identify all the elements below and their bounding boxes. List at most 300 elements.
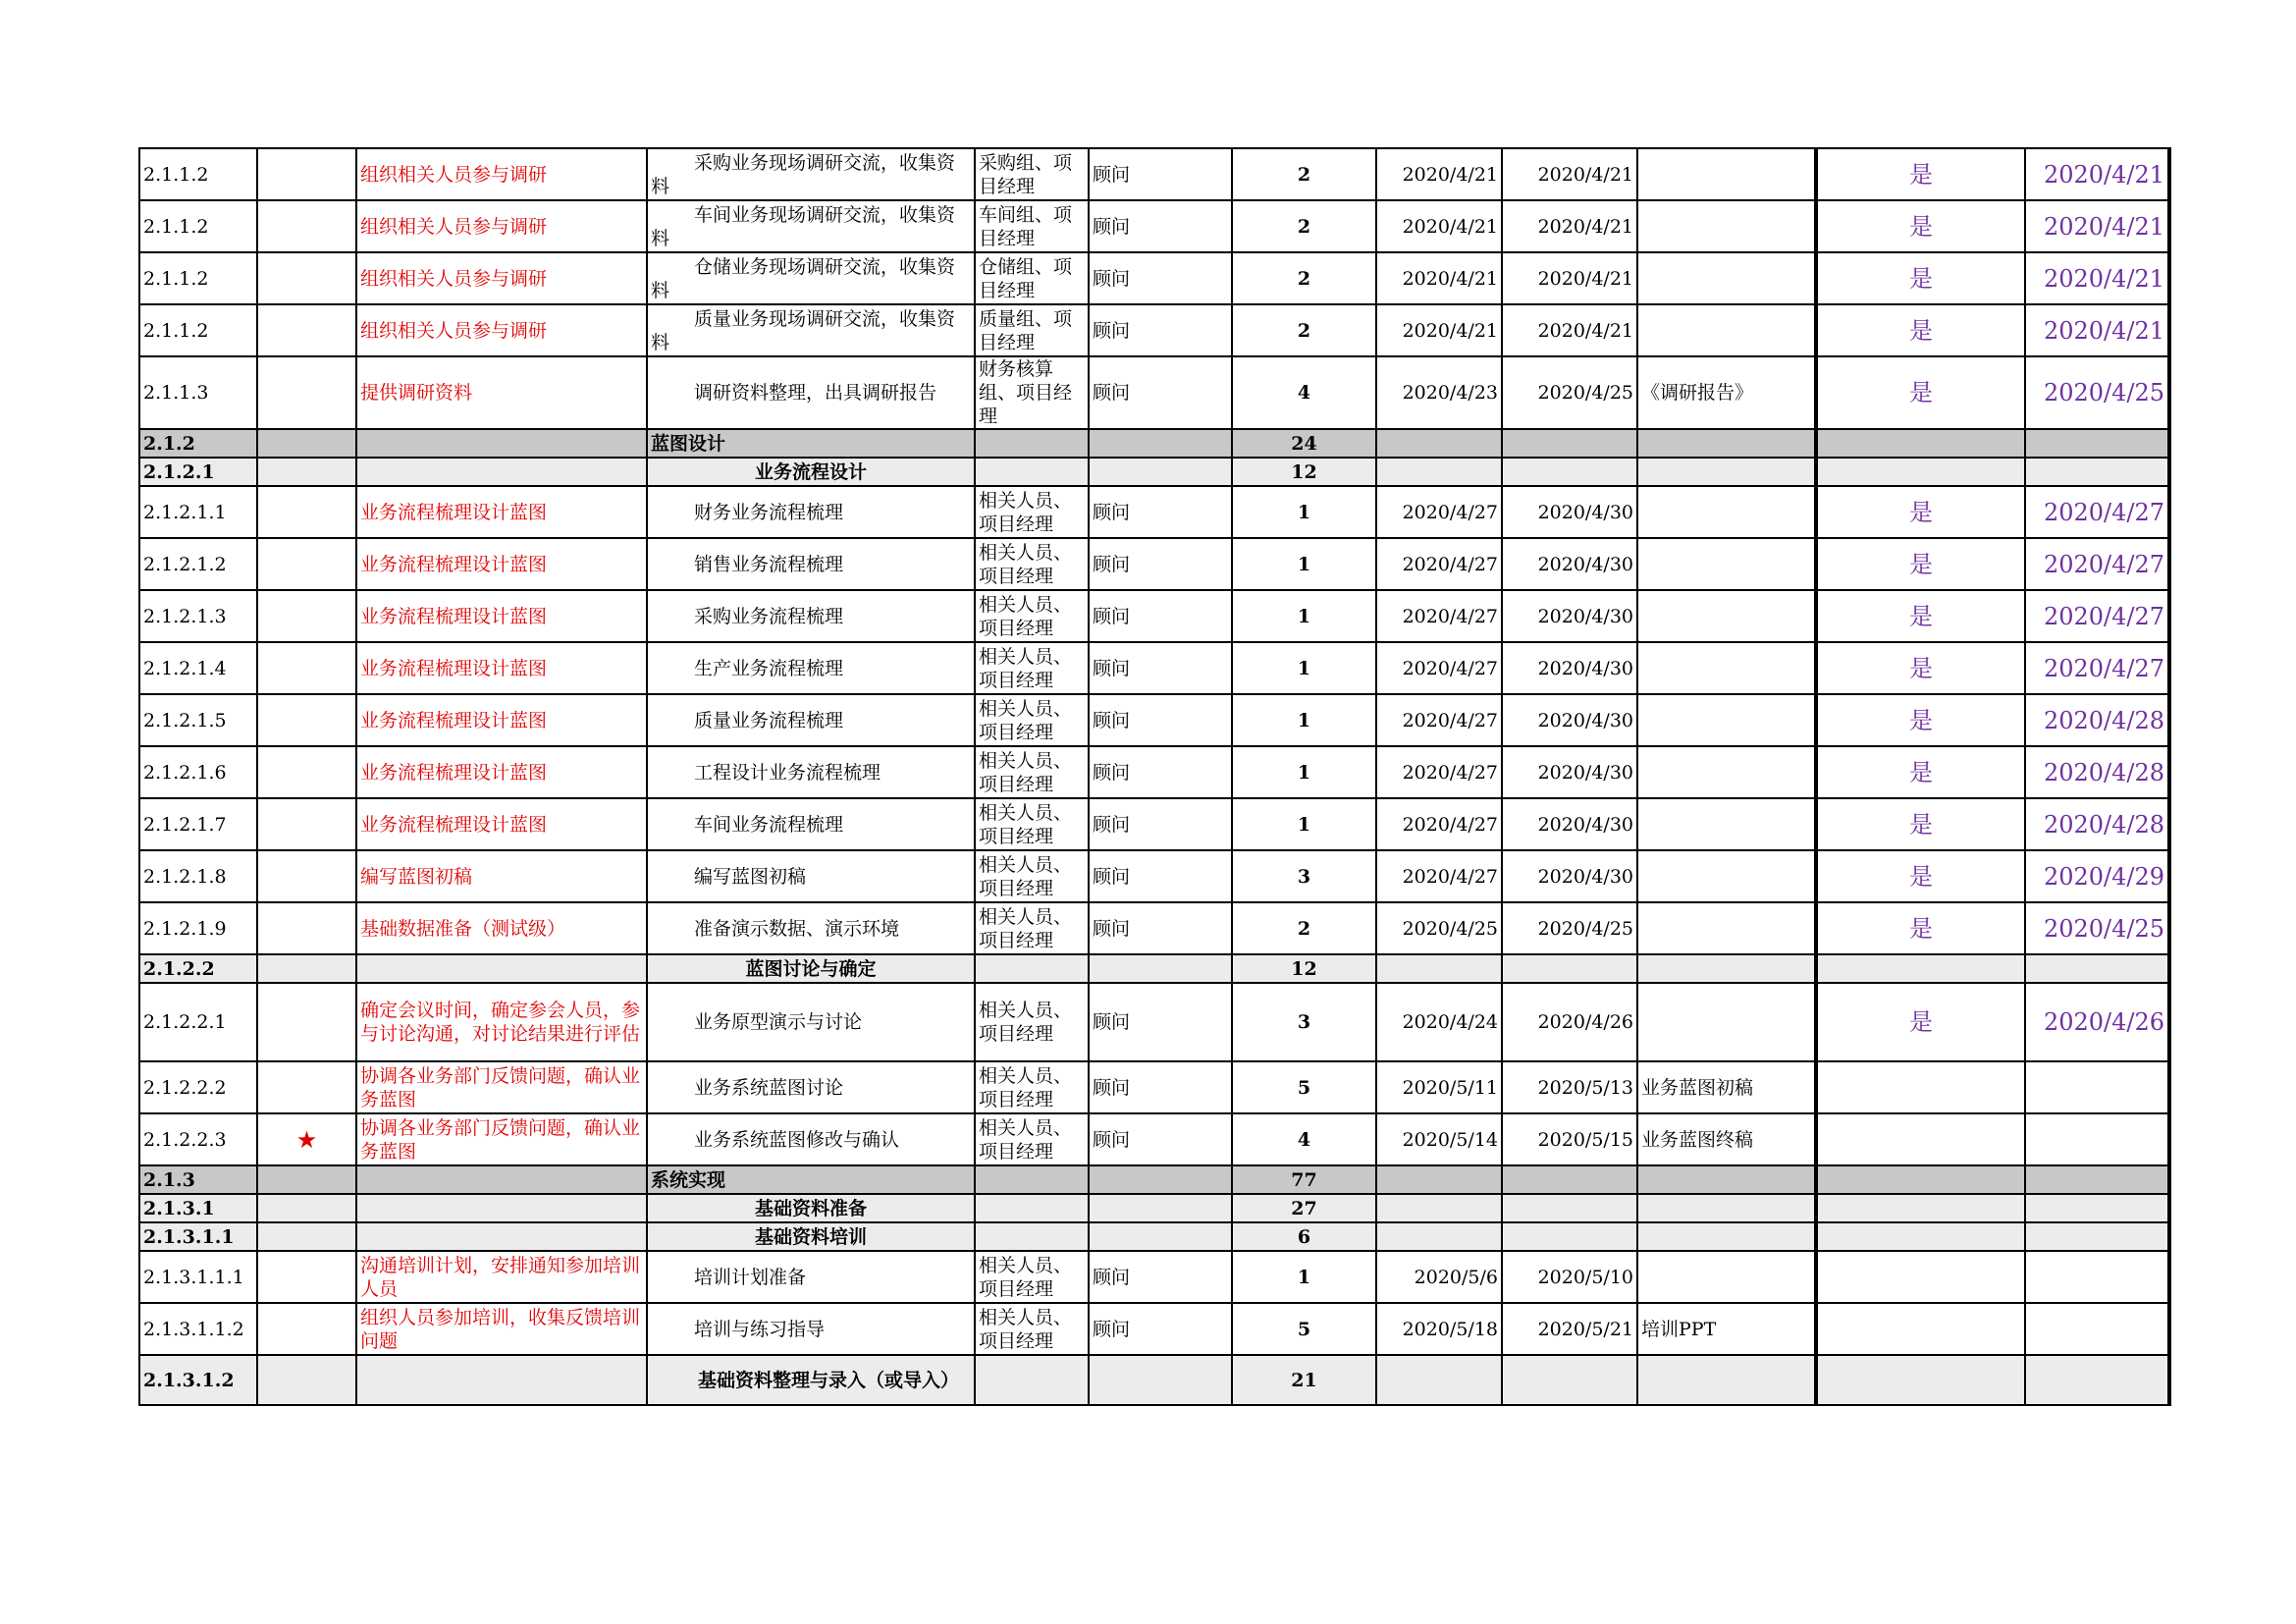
task-name-cell[interactable]: 组织人员参加培训，收集反馈培训问题 [356, 1303, 647, 1355]
status-cell[interactable] [1816, 1113, 2025, 1165]
task-description-cell[interactable]: 业务系统蓝图修改与确认 [647, 1113, 975, 1165]
completed-date-cell[interactable] [2025, 1061, 2169, 1113]
completed-date-cell[interactable] [2025, 1222, 2169, 1251]
wbs-code-cell[interactable]: 2.1.2.1.9 [139, 902, 257, 954]
start-date-cell[interactable]: 2020/4/27 [1376, 850, 1502, 902]
department-cell[interactable]: 相关人员、项目经理 [975, 1061, 1089, 1113]
star-cell[interactable] [257, 148, 356, 200]
duration-cell[interactable]: 1 [1232, 538, 1376, 590]
task-name-cell[interactable]: 确定会议时间，确定参会人员，参与讨论沟通，对讨论结果进行评估 [356, 983, 647, 1061]
role-cell[interactable] [1089, 1165, 1232, 1194]
output-cell[interactable] [1637, 429, 1816, 458]
start-date-cell[interactable]: 2020/4/25 [1376, 902, 1502, 954]
task-name-cell[interactable]: 业务流程梳理设计蓝图 [356, 486, 647, 538]
status-cell[interactable] [1816, 458, 2025, 486]
completed-date-cell[interactable]: 2020/4/25 [2025, 902, 2169, 954]
wbs-code-cell[interactable]: 2.1.2.1.3 [139, 590, 257, 642]
completed-date-cell[interactable]: 2020/4/27 [2025, 538, 2169, 590]
department-cell[interactable]: 相关人员、项目经理 [975, 850, 1089, 902]
duration-cell[interactable]: 1 [1232, 590, 1376, 642]
role-cell[interactable]: 顾问 [1089, 746, 1232, 798]
task-name-cell[interactable]: 提供调研资料 [356, 356, 647, 429]
department-cell[interactable]: 相关人员、项目经理 [975, 1251, 1089, 1303]
completed-date-cell[interactable]: 2020/4/21 [2025, 200, 2169, 252]
star-cell[interactable] [257, 252, 356, 304]
task-name-cell[interactable]: 组织相关人员参与调研 [356, 304, 647, 356]
duration-cell[interactable]: 24 [1232, 429, 1376, 458]
task-name-cell[interactable]: 业务流程梳理设计蓝图 [356, 642, 647, 694]
duration-cell[interactable]: 2 [1232, 304, 1376, 356]
star-cell[interactable] [257, 1303, 356, 1355]
output-cell[interactable] [1637, 902, 1816, 954]
task-description-cell[interactable]: 业务系统蓝图讨论 [647, 1061, 975, 1113]
section-title-cell[interactable]: 基础资料整理与录入（或导入） [647, 1355, 975, 1405]
start-date-cell[interactable]: 2020/4/21 [1376, 304, 1502, 356]
role-cell[interactable] [1089, 429, 1232, 458]
completed-date-cell[interactable]: 2020/4/28 [2025, 694, 2169, 746]
wbs-code-cell[interactable]: 2.1.1.3 [139, 356, 257, 429]
star-cell[interactable] [257, 200, 356, 252]
completed-date-cell[interactable]: 2020/4/21 [2025, 252, 2169, 304]
start-date-cell[interactable]: 2020/4/27 [1376, 642, 1502, 694]
duration-cell[interactable]: 2 [1232, 252, 1376, 304]
task-description-cell[interactable]: 采购业务现场调研交流，收集资料 [647, 148, 975, 200]
wbs-code-cell[interactable]: 2.1.2.1.5 [139, 694, 257, 746]
status-cell[interactable]: 是 [1816, 850, 2025, 902]
star-cell[interactable] [257, 954, 356, 983]
end-date-cell[interactable] [1502, 1355, 1637, 1405]
completed-date-cell[interactable] [2025, 954, 2169, 983]
department-cell[interactable]: 财务核算组、项目经理 [975, 356, 1089, 429]
task-name-cell[interactable]: 业务流程梳理设计蓝图 [356, 798, 647, 850]
wbs-code-cell[interactable]: 2.1.3.1.1.1 [139, 1251, 257, 1303]
task-name-cell[interactable]: 协调各业务部门反馈问题，确认业务蓝图 [356, 1061, 647, 1113]
wbs-code-cell[interactable]: 2.1.2.2.3 [139, 1113, 257, 1165]
end-date-cell[interactable]: 2020/4/21 [1502, 148, 1637, 200]
task-description-cell[interactable]: 生产业务流程梳理 [647, 642, 975, 694]
output-cell[interactable] [1637, 694, 1816, 746]
status-cell[interactable] [1816, 1355, 2025, 1405]
wbs-code-cell[interactable]: 2.1.2.1.8 [139, 850, 257, 902]
wbs-code-cell[interactable]: 2.1.3.1.2 [139, 1355, 257, 1405]
department-cell[interactable]: 相关人员、项目经理 [975, 983, 1089, 1061]
duration-cell[interactable]: 27 [1232, 1194, 1376, 1222]
section-title-cell[interactable]: 系统实现 [647, 1165, 975, 1194]
start-date-cell[interactable] [1376, 458, 1502, 486]
department-cell[interactable]: 采购组、项目经理 [975, 148, 1089, 200]
duration-cell[interactable]: 5 [1232, 1061, 1376, 1113]
star-cell[interactable] [257, 1355, 356, 1405]
duration-cell[interactable]: 1 [1232, 746, 1376, 798]
start-date-cell[interactable]: 2020/4/23 [1376, 356, 1502, 429]
task-description-cell[interactable]: 培训与练习指导 [647, 1303, 975, 1355]
status-cell[interactable]: 是 [1816, 356, 2025, 429]
department-cell[interactable]: 相关人员、项目经理 [975, 902, 1089, 954]
task-name-cell[interactable]: 沟通培训计划，安排通知参加培训人员 [356, 1251, 647, 1303]
task-name-cell[interactable] [356, 458, 647, 486]
end-date-cell[interactable]: 2020/5/10 [1502, 1251, 1637, 1303]
status-cell[interactable]: 是 [1816, 538, 2025, 590]
output-cell[interactable]: 培训PPT [1637, 1303, 1816, 1355]
output-cell[interactable] [1637, 590, 1816, 642]
status-cell[interactable]: 是 [1816, 642, 2025, 694]
completed-date-cell[interactable]: 2020/4/26 [2025, 983, 2169, 1061]
role-cell[interactable]: 顾问 [1089, 642, 1232, 694]
start-date-cell[interactable] [1376, 429, 1502, 458]
end-date-cell[interactable]: 2020/4/25 [1502, 356, 1637, 429]
completed-date-cell[interactable] [2025, 1251, 2169, 1303]
end-date-cell[interactable]: 2020/4/30 [1502, 850, 1637, 902]
task-name-cell[interactable] [356, 1165, 647, 1194]
duration-cell[interactable]: 1 [1232, 486, 1376, 538]
task-name-cell[interactable] [356, 429, 647, 458]
duration-cell[interactable]: 3 [1232, 850, 1376, 902]
end-date-cell[interactable]: 2020/4/21 [1502, 304, 1637, 356]
output-cell[interactable] [1637, 252, 1816, 304]
wbs-code-cell[interactable]: 2.1.2 [139, 429, 257, 458]
task-description-cell[interactable]: 准备演示数据、演示环境 [647, 902, 975, 954]
role-cell[interactable]: 顾问 [1089, 1113, 1232, 1165]
wbs-code-cell[interactable]: 2.1.1.2 [139, 304, 257, 356]
completed-date-cell[interactable]: 2020/4/28 [2025, 798, 2169, 850]
duration-cell[interactable]: 1 [1232, 798, 1376, 850]
completed-date-cell[interactable]: 2020/4/21 [2025, 148, 2169, 200]
start-date-cell[interactable] [1376, 1165, 1502, 1194]
completed-date-cell[interactable]: 2020/4/21 [2025, 304, 2169, 356]
status-cell[interactable]: 是 [1816, 252, 2025, 304]
end-date-cell[interactable]: 2020/5/21 [1502, 1303, 1637, 1355]
department-cell[interactable]: 相关人员、项目经理 [975, 642, 1089, 694]
task-description-cell[interactable]: 质量业务流程梳理 [647, 694, 975, 746]
status-cell[interactable] [1816, 1165, 2025, 1194]
start-date-cell[interactable]: 2020/4/27 [1376, 798, 1502, 850]
department-cell[interactable]: 质量组、项目经理 [975, 304, 1089, 356]
output-cell[interactable] [1637, 983, 1816, 1061]
star-cell[interactable] [257, 458, 356, 486]
department-cell[interactable]: 相关人员、项目经理 [975, 538, 1089, 590]
star-cell[interactable] [257, 1061, 356, 1113]
completed-date-cell[interactable]: 2020/4/25 [2025, 356, 2169, 429]
end-date-cell[interactable] [1502, 458, 1637, 486]
section-title-cell[interactable]: 基础资料培训 [647, 1222, 975, 1251]
duration-cell[interactable]: 3 [1232, 983, 1376, 1061]
role-cell[interactable]: 顾问 [1089, 694, 1232, 746]
duration-cell[interactable]: 77 [1232, 1165, 1376, 1194]
role-cell[interactable]: 顾问 [1089, 983, 1232, 1061]
output-cell[interactable] [1637, 458, 1816, 486]
end-date-cell[interactable]: 2020/4/21 [1502, 200, 1637, 252]
star-cell[interactable] [257, 486, 356, 538]
star-cell[interactable] [257, 1222, 356, 1251]
status-cell[interactable] [1816, 1222, 2025, 1251]
duration-cell[interactable]: 12 [1232, 954, 1376, 983]
wbs-code-cell[interactable]: 2.1.2.1.7 [139, 798, 257, 850]
status-cell[interactable]: 是 [1816, 983, 2025, 1061]
star-cell[interactable] [257, 694, 356, 746]
task-name-cell[interactable] [356, 1355, 647, 1405]
department-cell[interactable]: 相关人员、项目经理 [975, 694, 1089, 746]
output-cell[interactable]: 业务蓝图初稿 [1637, 1061, 1816, 1113]
status-cell[interactable]: 是 [1816, 304, 2025, 356]
task-name-cell[interactable] [356, 954, 647, 983]
wbs-code-cell[interactable]: 2.1.2.1.1 [139, 486, 257, 538]
task-name-cell[interactable]: 业务流程梳理设计蓝图 [356, 538, 647, 590]
duration-cell[interactable]: 1 [1232, 694, 1376, 746]
role-cell[interactable]: 顾问 [1089, 486, 1232, 538]
end-date-cell[interactable]: 2020/4/21 [1502, 252, 1637, 304]
status-cell[interactable] [1816, 1061, 2025, 1113]
duration-cell[interactable]: 21 [1232, 1355, 1376, 1405]
end-date-cell[interactable] [1502, 429, 1637, 458]
department-cell[interactable]: 相关人员、项目经理 [975, 1303, 1089, 1355]
output-cell[interactable] [1637, 850, 1816, 902]
task-name-cell[interactable]: 编写蓝图初稿 [356, 850, 647, 902]
start-date-cell[interactable]: 2020/5/6 [1376, 1251, 1502, 1303]
duration-cell[interactable]: 4 [1232, 1113, 1376, 1165]
star-cell[interactable] [257, 642, 356, 694]
start-date-cell[interactable]: 2020/4/24 [1376, 983, 1502, 1061]
output-cell[interactable]: 业务蓝图终稿 [1637, 1113, 1816, 1165]
task-description-cell[interactable]: 培训计划准备 [647, 1251, 975, 1303]
wbs-code-cell[interactable]: 2.1.2.2.2 [139, 1061, 257, 1113]
task-name-cell[interactable]: 业务流程梳理设计蓝图 [356, 590, 647, 642]
department-cell[interactable]: 相关人员、项目经理 [975, 590, 1089, 642]
end-date-cell[interactable]: 2020/4/30 [1502, 746, 1637, 798]
end-date-cell[interactable] [1502, 1194, 1637, 1222]
completed-date-cell[interactable] [2025, 429, 2169, 458]
task-description-cell[interactable]: 工程设计业务流程梳理 [647, 746, 975, 798]
duration-cell[interactable]: 5 [1232, 1303, 1376, 1355]
status-cell[interactable]: 是 [1816, 746, 2025, 798]
end-date-cell[interactable]: 2020/4/30 [1502, 486, 1637, 538]
end-date-cell[interactable]: 2020/4/30 [1502, 642, 1637, 694]
task-description-cell[interactable]: 业务原型演示与讨论 [647, 983, 975, 1061]
star-cell[interactable] [257, 850, 356, 902]
role-cell[interactable]: 顾问 [1089, 1061, 1232, 1113]
status-cell[interactable] [1816, 429, 2025, 458]
wbs-code-cell[interactable]: 2.1.2.2.1 [139, 983, 257, 1061]
star-cell[interactable] [257, 1194, 356, 1222]
end-date-cell[interactable]: 2020/5/13 [1502, 1061, 1637, 1113]
status-cell[interactable]: 是 [1816, 902, 2025, 954]
status-cell[interactable]: 是 [1816, 798, 2025, 850]
task-name-cell[interactable]: 组织相关人员参与调研 [356, 200, 647, 252]
role-cell[interactable] [1089, 1194, 1232, 1222]
wbs-code-cell[interactable]: 2.1.2.1.4 [139, 642, 257, 694]
wbs-code-cell[interactable]: 2.1.3.1.1 [139, 1222, 257, 1251]
completed-date-cell[interactable] [2025, 1113, 2169, 1165]
wbs-code-cell[interactable]: 2.1.2.1 [139, 458, 257, 486]
task-name-cell[interactable]: 组织相关人员参与调研 [356, 148, 647, 200]
role-cell[interactable]: 顾问 [1089, 1303, 1232, 1355]
output-cell[interactable] [1637, 798, 1816, 850]
section-title-cell[interactable]: 基础资料准备 [647, 1194, 975, 1222]
end-date-cell[interactable]: 2020/4/26 [1502, 983, 1637, 1061]
role-cell[interactable]: 顾问 [1089, 1251, 1232, 1303]
star-cell[interactable] [257, 983, 356, 1061]
department-cell[interactable]: 仓储组、项目经理 [975, 252, 1089, 304]
task-name-cell[interactable] [356, 1194, 647, 1222]
output-cell[interactable] [1637, 1165, 1816, 1194]
role-cell[interactable]: 顾问 [1089, 252, 1232, 304]
start-date-cell[interactable]: 2020/4/27 [1376, 486, 1502, 538]
role-cell[interactable]: 顾问 [1089, 590, 1232, 642]
start-date-cell[interactable]: 2020/4/21 [1376, 148, 1502, 200]
task-description-cell[interactable]: 财务业务流程梳理 [647, 486, 975, 538]
end-date-cell[interactable] [1502, 954, 1637, 983]
section-title-cell[interactable]: 蓝图设计 [647, 429, 975, 458]
wbs-code-cell[interactable]: 2.1.3 [139, 1165, 257, 1194]
duration-cell[interactable]: 6 [1232, 1222, 1376, 1251]
status-cell[interactable]: 是 [1816, 590, 2025, 642]
wbs-code-cell[interactable]: 2.1.3.1.1.2 [139, 1303, 257, 1355]
start-date-cell[interactable]: 2020/4/27 [1376, 590, 1502, 642]
output-cell[interactable] [1637, 148, 1816, 200]
status-cell[interactable] [1816, 1194, 2025, 1222]
task-name-cell[interactable]: 业务流程梳理设计蓝图 [356, 694, 647, 746]
status-cell[interactable] [1816, 954, 2025, 983]
role-cell[interactable] [1089, 954, 1232, 983]
dept-cell[interactable] [975, 458, 1089, 486]
task-description-cell[interactable]: 编写蓝图初稿 [647, 850, 975, 902]
star-cell[interactable] [257, 798, 356, 850]
end-date-cell[interactable]: 2020/4/30 [1502, 590, 1637, 642]
completed-date-cell[interactable]: 2020/4/27 [2025, 486, 2169, 538]
task-description-cell[interactable]: 车间业务流程梳理 [647, 798, 975, 850]
start-date-cell[interactable]: 2020/4/27 [1376, 538, 1502, 590]
star-cell[interactable] [257, 902, 356, 954]
duration-cell[interactable]: 2 [1232, 902, 1376, 954]
task-name-cell[interactable]: 协调各业务部门反馈问题，确认业务蓝图 [356, 1113, 647, 1165]
star-cell[interactable] [257, 538, 356, 590]
role-cell[interactable]: 顾问 [1089, 200, 1232, 252]
wbs-code-cell[interactable]: 2.1.1.2 [139, 252, 257, 304]
completed-date-cell[interactable]: 2020/4/27 [2025, 642, 2169, 694]
status-cell[interactable]: 是 [1816, 486, 2025, 538]
start-date-cell[interactable] [1376, 954, 1502, 983]
completed-date-cell[interactable]: 2020/4/28 [2025, 746, 2169, 798]
role-cell[interactable]: 顾问 [1089, 902, 1232, 954]
role-cell[interactable] [1089, 458, 1232, 486]
output-cell[interactable] [1637, 1194, 1816, 1222]
task-description-cell[interactable]: 采购业务流程梳理 [647, 590, 975, 642]
duration-cell[interactable]: 2 [1232, 148, 1376, 200]
task-description-cell[interactable]: 销售业务流程梳理 [647, 538, 975, 590]
start-date-cell[interactable]: 2020/5/14 [1376, 1113, 1502, 1165]
wbs-code-cell[interactable]: 2.1.2.2 [139, 954, 257, 983]
dept-cell[interactable] [975, 1355, 1089, 1405]
end-date-cell[interactable]: 2020/4/30 [1502, 694, 1637, 746]
completed-date-cell[interactable]: 2020/4/27 [2025, 590, 2169, 642]
completed-date-cell[interactable] [2025, 1165, 2169, 1194]
wbs-code-cell[interactable]: 2.1.2.1.2 [139, 538, 257, 590]
wbs-code-cell[interactable]: 2.1.2.1.6 [139, 746, 257, 798]
duration-cell[interactable]: 1 [1232, 642, 1376, 694]
role-cell[interactable]: 顾问 [1089, 304, 1232, 356]
role-cell[interactable] [1089, 1355, 1232, 1405]
department-cell[interactable]: 相关人员、项目经理 [975, 486, 1089, 538]
status-cell[interactable]: 是 [1816, 148, 2025, 200]
role-cell[interactable]: 顾问 [1089, 798, 1232, 850]
end-date-cell[interactable] [1502, 1165, 1637, 1194]
duration-cell[interactable]: 12 [1232, 458, 1376, 486]
star-cell[interactable] [257, 746, 356, 798]
start-date-cell[interactable] [1376, 1222, 1502, 1251]
role-cell[interactable]: 顾问 [1089, 850, 1232, 902]
role-cell[interactable] [1089, 1222, 1232, 1251]
dept-cell[interactable] [975, 954, 1089, 983]
end-date-cell[interactable]: 2020/5/15 [1502, 1113, 1637, 1165]
dept-cell[interactable] [975, 1194, 1089, 1222]
star-cell[interactable] [257, 304, 356, 356]
status-cell[interactable]: 是 [1816, 200, 2025, 252]
task-name-cell[interactable]: 基础数据准备（测试级） [356, 902, 647, 954]
task-description-cell[interactable]: 质量业务现场调研交流，收集资料 [647, 304, 975, 356]
role-cell[interactable]: 顾问 [1089, 148, 1232, 200]
duration-cell[interactable]: 2 [1232, 200, 1376, 252]
start-date-cell[interactable] [1376, 1194, 1502, 1222]
start-date-cell[interactable]: 2020/5/18 [1376, 1303, 1502, 1355]
end-date-cell[interactable]: 2020/4/30 [1502, 538, 1637, 590]
start-date-cell[interactable]: 2020/4/21 [1376, 200, 1502, 252]
output-cell[interactable] [1637, 486, 1816, 538]
start-date-cell[interactable]: 2020/5/11 [1376, 1061, 1502, 1113]
department-cell[interactable]: 相关人员、项目经理 [975, 746, 1089, 798]
star-cell[interactable] [257, 356, 356, 429]
duration-cell[interactable]: 4 [1232, 356, 1376, 429]
task-name-cell[interactable]: 业务流程梳理设计蓝图 [356, 746, 647, 798]
output-cell[interactable] [1637, 1355, 1816, 1405]
dept-cell[interactable] [975, 429, 1089, 458]
star-cell[interactable] [257, 1251, 356, 1303]
output-cell[interactable] [1637, 304, 1816, 356]
status-cell[interactable] [1816, 1251, 2025, 1303]
star-cell[interactable] [257, 1165, 356, 1194]
wbs-code-cell[interactable]: 2.1.3.1 [139, 1194, 257, 1222]
task-name-cell[interactable]: 组织相关人员参与调研 [356, 252, 647, 304]
start-date-cell[interactable] [1376, 1355, 1502, 1405]
end-date-cell[interactable]: 2020/4/30 [1502, 798, 1637, 850]
task-description-cell[interactable]: 仓储业务现场调研交流，收集资料 [647, 252, 975, 304]
completed-date-cell[interactable] [2025, 1194, 2169, 1222]
role-cell[interactable]: 顾问 [1089, 538, 1232, 590]
output-cell[interactable] [1637, 746, 1816, 798]
dept-cell[interactable] [975, 1222, 1089, 1251]
star-cell[interactable]: ★ [257, 1113, 356, 1165]
output-cell[interactable] [1637, 1222, 1816, 1251]
completed-date-cell[interactable] [2025, 458, 2169, 486]
completed-date-cell[interactable]: 2020/4/29 [2025, 850, 2169, 902]
end-date-cell[interactable]: 2020/4/25 [1502, 902, 1637, 954]
output-cell[interactable] [1637, 538, 1816, 590]
end-date-cell[interactable] [1502, 1222, 1637, 1251]
department-cell[interactable]: 车间组、项目经理 [975, 200, 1089, 252]
start-date-cell[interactable]: 2020/4/21 [1376, 252, 1502, 304]
output-cell[interactable] [1637, 1251, 1816, 1303]
wbs-code-cell[interactable]: 2.1.1.2 [139, 200, 257, 252]
completed-date-cell[interactable] [2025, 1303, 2169, 1355]
output-cell[interactable]: 《调研报告》 [1637, 356, 1816, 429]
star-cell[interactable] [257, 590, 356, 642]
department-cell[interactable]: 相关人员、项目经理 [975, 1113, 1089, 1165]
start-date-cell[interactable]: 2020/4/27 [1376, 746, 1502, 798]
dept-cell[interactable] [975, 1165, 1089, 1194]
start-date-cell[interactable]: 2020/4/27 [1376, 694, 1502, 746]
output-cell[interactable] [1637, 200, 1816, 252]
wbs-code-cell[interactable]: 2.1.1.2 [139, 148, 257, 200]
section-title-cell[interactable]: 蓝图讨论与确定 [647, 954, 975, 983]
task-description-cell[interactable]: 车间业务现场调研交流，收集资料 [647, 200, 975, 252]
